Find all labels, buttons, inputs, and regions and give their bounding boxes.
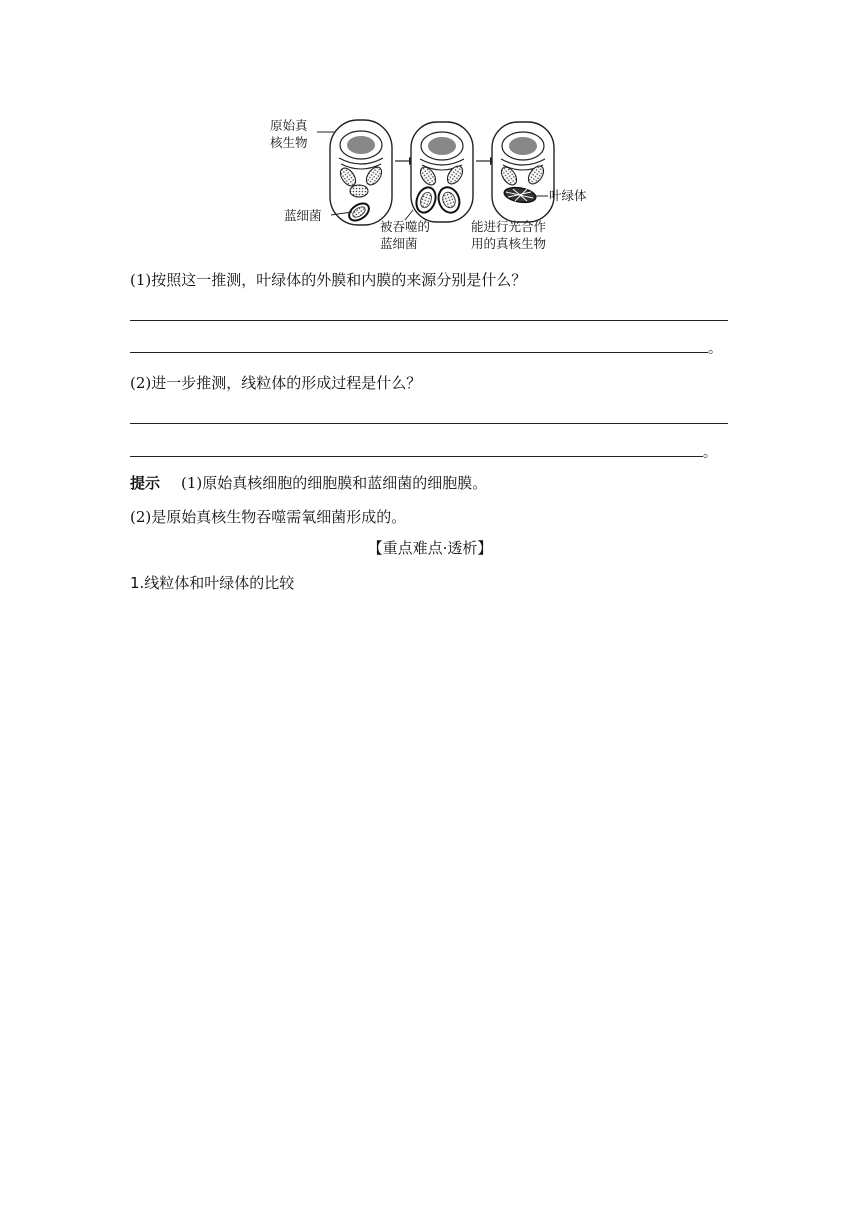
endosymbiosis-diagram: [265, 112, 600, 260]
label-photosynthetic-2: 用的真核生物: [471, 236, 547, 251]
label-cyanobacterium: 蓝细菌: [284, 208, 322, 223]
hint-line-2: (2)是原始真核生物吞噬需氧细菌形成的。: [130, 508, 407, 526]
answer-1-end-mark: 。: [708, 341, 722, 357]
label-photosynthetic-1: 能进行光合作: [471, 219, 547, 234]
cell-photosynthetic: [492, 122, 554, 222]
endosymbiosis-figure: [265, 112, 600, 260]
answer-2-end-mark: 。: [703, 445, 717, 461]
label-primitive-eukaryote-1: 原始真: [270, 118, 308, 133]
label-engulfed-2: 蓝细菌: [380, 236, 418, 251]
cell-engulfing: [411, 122, 473, 222]
answer-line-2b[interactable]: [130, 456, 703, 457]
label-chloroplast: 叶绿体: [549, 188, 587, 203]
subsection-title: 1.线粒体和叶绿体的比较: [130, 574, 295, 592]
label-primitive-eukaryote-2: 核生物: [270, 135, 308, 150]
label-engulfed-1: 被吞噬的: [380, 219, 431, 234]
question-2: (2)进一步推测，线粒体的形成过程是什么？: [130, 374, 422, 392]
answer-line-1b[interactable]: [130, 352, 708, 353]
hint-label: 提示: [130, 474, 161, 492]
answer-line-1a[interactable]: [130, 320, 728, 321]
answer-line-2a[interactable]: [130, 423, 728, 424]
hint-line-1: (1)原始真核细胞的细胞膜和蓝细菌的细胞膜。: [181, 474, 488, 492]
question-1: (1)按照这一推测，叶绿体的外膜和内膜的来源分别是什么？: [130, 271, 527, 289]
section-heading: 【重点难点·透析】: [367, 539, 493, 557]
